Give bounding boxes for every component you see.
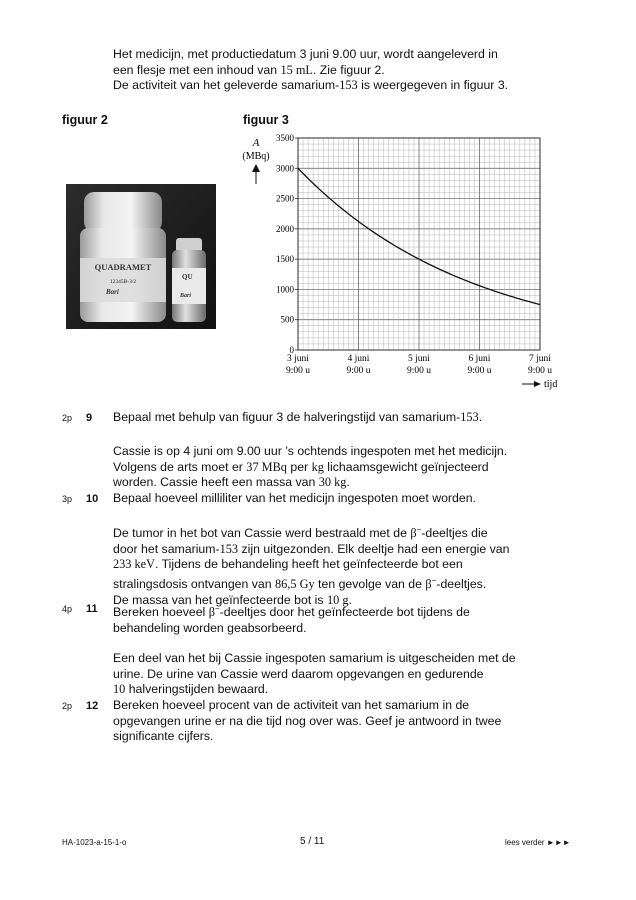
intro-line-2-end: . Zie figuur 2. [312, 62, 385, 77]
x-tick-label-date: 3 juni [287, 354, 309, 364]
vial-brand: QU [182, 273, 193, 281]
footer-next-link[interactable]: lees verder ►►► [505, 838, 571, 847]
context-10-per: per [286, 459, 312, 474]
q11-text: Bereken hoeveel β−-deeltjes door het geïnfecteerde bot tijdens de behandeling worden geabsorbeerd. [113, 601, 583, 636]
context-10-line-2: Volgens de arts moet er [113, 459, 247, 474]
beta-symbol-2: β [425, 576, 432, 591]
q9-isotope: 153 [460, 410, 479, 424]
x-tick-label-date: 7 juni [529, 354, 551, 364]
context-11-line-4-mid: ten gevolge van de [314, 576, 426, 591]
context-10-line-3: worden. Cassie heeft een massa van [113, 475, 319, 490]
y-axis-unit: (MBq) [242, 151, 270, 162]
energy-value: 233 keV [113, 557, 156, 572]
y-tick-label: 0 [289, 345, 294, 355]
intro-line-3: De activiteit van het geleverde samarium- [113, 78, 340, 93]
q12-line-3: significante cijfers. [113, 729, 214, 744]
q9-text-main: Bepaal met behulp van figuur 3 de halveringstijd van samarium- [113, 410, 461, 424]
x-axis-label: tijd [544, 379, 558, 390]
context-11-line-1-end: -deeltjes die [421, 526, 488, 541]
bone-mass-value: 10 g [326, 592, 349, 607]
y-axis-arrow [252, 164, 260, 184]
intro-paragraph [113, 47, 583, 94]
y-tick-label: 500 [280, 314, 294, 325]
jar-code: 12345B-3/2 [109, 279, 137, 285]
q11-number: 11 [86, 603, 98, 615]
context-11-isotope: 153 [219, 541, 239, 556]
q10-number: 10 [86, 493, 99, 505]
x-tick-label-time: 9:00 u [467, 366, 492, 376]
context-11-line-3: . Tijdens de behandeling heeft het geïnfecteerde bot een [155, 557, 463, 572]
context-12-line-2: urine. De urine van Cassie werd daarom opgevangen en gedurende [113, 666, 484, 681]
context-10-line-3-end: . [346, 475, 350, 490]
figure-3-label: figuur 3 [243, 113, 289, 127]
x-tick-label-time: 9:00 u [406, 366, 432, 376]
jar-logo: Bari [106, 288, 119, 296]
context-10-line-1: Cassie is op 4 juni om 9.00 uur ’s ochtends ingespoten met het medicijn. [113, 444, 508, 458]
q10-points: 3p [62, 494, 73, 504]
intro-line-1: Het medicijn, met productiedatum 3 juni 9.00 uur, wordt aangeleverd in [113, 47, 498, 61]
y-arrow-head [252, 164, 260, 172]
context-12 [113, 651, 583, 698]
x-tick-label-time: 9:00 u [285, 366, 311, 376]
dose-value: 37 MBq [246, 459, 287, 474]
x-arrow-head [534, 381, 541, 387]
context-12-line-1: Een deel van het bij Cassie ingespoten samarium is uitgescheiden met de [113, 651, 516, 665]
footer-page-number: 5 / 11 [300, 836, 325, 847]
dose-gy-value: 86,5 Gy [275, 576, 315, 591]
x-tick-labels [286, 354, 552, 376]
chart-grid [298, 138, 540, 350]
x-axis-arrow [522, 381, 541, 387]
intro-line-2: een flesje met een inhoud van [113, 62, 281, 77]
footer-code: HA-1023-a-15-1-o [62, 838, 127, 847]
q11-line-2: behandeling worden geabsorbeerd. [113, 620, 307, 635]
unit-kg: kg [311, 459, 324, 474]
context-11-line-2: door het samarium- [113, 541, 220, 556]
q9-points: 2p [62, 413, 73, 423]
y-tick-label: 2000 [276, 223, 294, 234]
vial-logo: Bari [180, 293, 192, 299]
y-tick-label: 1500 [276, 254, 294, 265]
jar-brand: QUADRAMET [94, 262, 152, 272]
context-11-line-4: stralingsdosis ontvangen van [113, 576, 276, 591]
figure-3-chart [236, 128, 566, 390]
context-11: De tumor in het bot van Cassie werd bestraald met de β−-deeltjes die door het samarium-153 zijn uitgezonden. Elk deeltje had een energie van 233 keV. Tijdens de behandeling heeft het geïnfecteerde bot een stralingsdosis ontvangen van 86,5 Gy ten gevolge van de β−-deeltjes. De massa van het geïnfecteerde bot is 10 g. [113, 525, 510, 607]
x-tick-label-date: 4 juni [347, 354, 370, 364]
x-tick-label-date: 6 juni [468, 354, 491, 364]
y-axis-label: A [252, 137, 260, 149]
context-11-line-5: De massa van het geïnfecteerde bot is [113, 592, 327, 607]
y-tick-label: 1000 [276, 284, 294, 295]
q10-text: Bepaal hoeveel milliliter van het medicijn ingespoten moet worden. [113, 491, 476, 505]
y-tick-label: 3000 [276, 163, 294, 174]
x-tick-label-date: 5 juni [408, 354, 430, 364]
q12-line-1: Bereken hoeveel procent van de activiteit van het samarium in de [113, 698, 470, 712]
q12-points: 2p [62, 701, 73, 711]
q11-beta-symbol: β [208, 605, 215, 620]
figure-2-label: figuur 2 [62, 113, 108, 127]
y-tick-label: 3500 [276, 133, 294, 143]
intro-line-3-end: is weergegeven in figuur 3. [357, 78, 509, 93]
q11-line-1: Bereken hoeveel [113, 605, 209, 620]
context-11-line-2-end: zijn uitgezonden. Elk deeltje had een energie van [238, 541, 510, 556]
context-12-line-3: halveringstijden bewaard. [125, 682, 269, 697]
x-tick-label-time: 9:00 u [527, 366, 553, 376]
q9-text-end: . [478, 410, 483, 424]
beta-symbol: β [410, 526, 417, 541]
context-11-line-4-end: -deeltjes. [436, 576, 487, 591]
q12-number: 12 [86, 700, 99, 712]
q11-line-1-end: -deeltjes door het geïnfecteerde bot tijdens de [219, 605, 470, 620]
q12-text [113, 698, 583, 745]
context-11-line-5-end: . [348, 592, 352, 607]
quadramet-jar [80, 192, 166, 322]
half-lives-count: 10 [113, 682, 126, 697]
q9-text [113, 410, 583, 426]
y-tick-labels [276, 133, 298, 355]
x-tick-label-time: 9:00 u [346, 366, 371, 376]
medicine-vial [172, 238, 206, 322]
mass-value: 30 kg [318, 475, 347, 490]
context-10-line-2-end: lichaamsgewicht geïnjecteerd [323, 459, 489, 474]
isotope-number: 153 [339, 78, 358, 93]
q9-number: 9 [86, 412, 93, 424]
volume-value: 15 mL [280, 62, 313, 77]
y-tick-label: 2500 [276, 193, 294, 204]
context-11-line-1: De tumor in het bot van Cassie werd bestraald met de [113, 526, 411, 541]
q11-points: 4p [62, 604, 73, 614]
figure-2-photo [66, 184, 216, 329]
context-10 [113, 444, 583, 491]
q12-line-2: opgevangen urine er na die tijd nog over was. Geef je antwoord in twee [113, 713, 502, 728]
